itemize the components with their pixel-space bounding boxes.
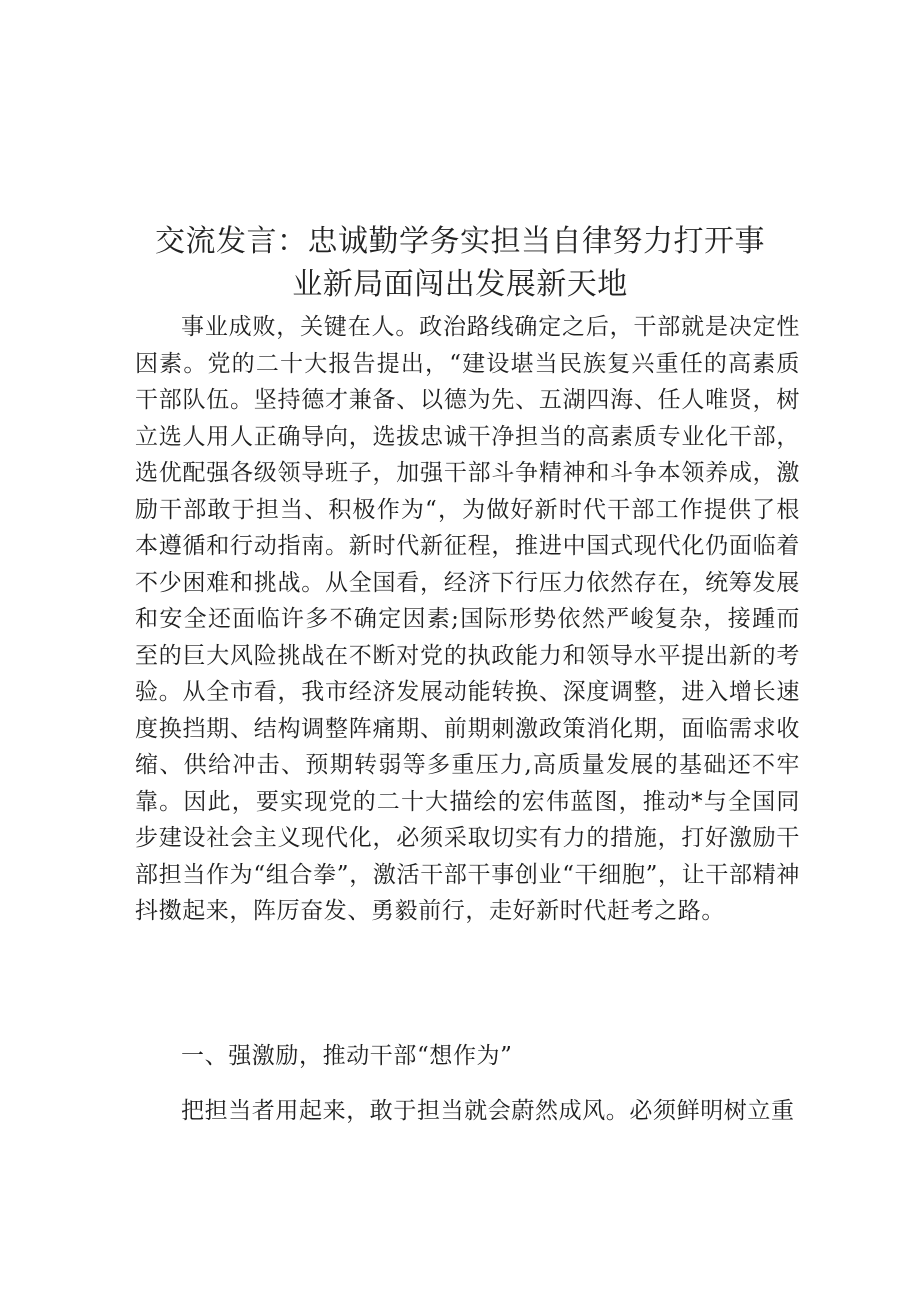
document-title-line-1: 交流发言：忠诚勤学务实担当自律努力打开事: [155, 224, 765, 259]
document-title-line-2: 业新局面闯出发展新天地: [292, 267, 628, 302]
body-paragraph-section-1: 把担当者用起来，敢于担当就会蔚然成风。必须鲜明树立重: [181, 1098, 795, 1124]
body-paragraph-intro: 事业成败，关键在人。政治路线确定之后，干部就是决定性因素。党的二十大报告提出，“建设堪当民族复兴重任的高素质干部队伍。坚持德才兼备、以德为先、五湖四海、任人唯贤，树立选人用人正确导向，选拔忠诚干净担当的高素质专业化干部，选优配强各级领导班子，加强干部斗争精神和斗争本领养成，激励干部敢于担当、积极作为“，为做好新时代干部工作提供了根本遵循和行动指南。新时代新征程，推进中国式现代化仍面临着不少困难和挑战。从全国看，经济下行压力依然存在，统筹发展和安全还面临许多不确定因素;国际形势依然严峻复杂，接踵而至的巨大风险挑战在不断对党的执政能力和领导水平提出新的考验。从全市看，我市经济发展动能转换、深度调整，进入增长速度换挡期、结构调整阵痛期、前期刺激政策消化期，面临需求收缩、供给冲击、预期转弱等多重压力,高质量发展的基础还不牢靠。因此，要实现党的二十大描绘的宏伟蓝图，推动*与全国同步建设社会主义现代化，必须采取切实有力的措施，打好激励干部担当作为“组合拳”，激活干部干事创业“干细胞”，让干部精神抖擞起来，阵厉奋发、勇毅前行，走好新时代赶考之路。: [135, 314, 800, 924]
section-heading-1: 一、强激励，推动干部“想作为”: [181, 1043, 513, 1069]
